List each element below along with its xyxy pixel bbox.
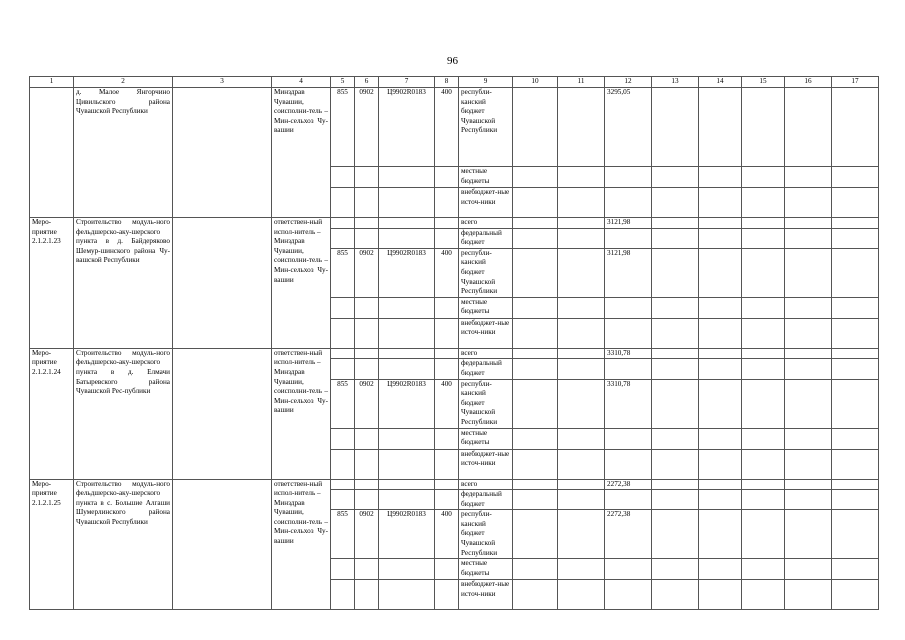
empty-cell — [355, 167, 379, 188]
empty-cell — [699, 449, 742, 479]
empty-cell — [331, 449, 355, 479]
empty-cell — [558, 510, 605, 559]
empty-cell — [379, 167, 435, 188]
empty-cell — [785, 359, 832, 379]
executor-ministry: Минздрав Чувашии, соисполни-тель – Мин-сельхоз Чу-вашии — [274, 498, 328, 546]
empty-cell — [605, 449, 652, 479]
amount-cell: 2272,38 — [605, 479, 652, 490]
empty-cell — [558, 188, 605, 218]
empty-cell — [742, 228, 785, 248]
funding-source: федеральный бюджет — [459, 359, 513, 379]
col-header: 5 — [331, 77, 355, 88]
empty-cell — [652, 379, 699, 428]
event-id — [30, 88, 74, 218]
empty-cell — [435, 297, 459, 318]
empty-cell — [699, 188, 742, 218]
empty-cell — [652, 479, 699, 490]
empty-cell — [785, 428, 832, 449]
empty-cell — [355, 428, 379, 449]
empty-cell — [832, 428, 879, 449]
empty-cell — [832, 449, 879, 479]
empty-cell — [379, 318, 435, 348]
funding-source: республи-канский бюджет Чувашской Республики — [459, 379, 513, 428]
empty-cell — [699, 218, 742, 229]
empty-cell — [173, 479, 272, 610]
empty-cell — [513, 428, 558, 449]
empty-cell — [558, 559, 605, 580]
empty-cell — [435, 359, 459, 379]
empty-cell — [435, 348, 459, 359]
empty-cell — [699, 228, 742, 248]
empty-cell — [742, 248, 785, 297]
empty-cell — [832, 580, 879, 610]
empty-cell — [832, 167, 879, 188]
empty-cell — [513, 228, 558, 248]
funding-source: федеральный бюджет — [459, 490, 513, 510]
code-vr: 400 — [435, 379, 459, 428]
empty-cell — [652, 188, 699, 218]
empty-cell — [379, 449, 435, 479]
funding-source: местные бюджеты — [459, 297, 513, 318]
empty-cell — [742, 359, 785, 379]
code-vr: 400 — [435, 88, 459, 167]
empty-cell — [558, 359, 605, 379]
empty-cell — [652, 449, 699, 479]
empty-cell — [785, 490, 832, 510]
empty-cell — [513, 218, 558, 229]
empty-cell — [699, 167, 742, 188]
empty-cell — [742, 88, 785, 167]
event-name: д. Малое Янгорчино Цивильского района Чувашской Республики — [74, 88, 173, 218]
empty-cell — [785, 318, 832, 348]
empty-cell — [331, 228, 355, 248]
empty-cell — [785, 228, 832, 248]
empty-cell — [652, 348, 699, 359]
empty-cell — [558, 218, 605, 229]
empty-cell — [331, 490, 355, 510]
page-number: 96 — [447, 55, 458, 67]
empty-cell — [832, 379, 879, 428]
empty-cell — [435, 559, 459, 580]
code-csr: Ц9902R0183 — [379, 88, 435, 167]
empty-cell — [173, 348, 272, 479]
empty-cell — [652, 88, 699, 167]
empty-cell — [513, 510, 558, 559]
empty-cell — [558, 228, 605, 248]
empty-cell — [652, 318, 699, 348]
code-grbs: 855 — [331, 248, 355, 297]
funding-source: внебюджет-ные источ-ники — [459, 188, 513, 218]
code-rzpr: 0902 — [355, 510, 379, 559]
col-header: 16 — [785, 77, 832, 88]
empty-cell — [379, 228, 435, 248]
amount-cell: 3121,98 — [605, 248, 652, 297]
code-grbs: 855 — [331, 379, 355, 428]
empty-cell — [435, 318, 459, 348]
empty-cell — [331, 297, 355, 318]
empty-cell — [605, 580, 652, 610]
empty-cell — [379, 188, 435, 218]
empty-cell — [513, 297, 558, 318]
empty-cell — [742, 479, 785, 490]
empty-cell — [742, 297, 785, 318]
funding-source: местные бюджеты — [459, 428, 513, 449]
empty-cell — [832, 188, 879, 218]
code-csr: Ц9902R0183 — [379, 510, 435, 559]
table-row — [30, 479, 879, 490]
executor-ministry: Минздрав Чувашии, соисполни-тель – Мин-сельхоз Чу-вашии — [272, 88, 331, 218]
code-grbs: 855 — [331, 88, 355, 167]
empty-cell — [379, 490, 435, 510]
empty-cell — [832, 318, 879, 348]
event-id: Меро-приятие 2.1.2.1.25 — [30, 479, 74, 610]
empty-cell — [331, 428, 355, 449]
empty-cell — [513, 490, 558, 510]
funding-source: внебюджет-ные источ-ники — [459, 449, 513, 479]
col-header: 15 — [742, 77, 785, 88]
empty-cell — [832, 248, 879, 297]
executor-cell — [272, 218, 331, 349]
empty-cell — [652, 218, 699, 229]
col-header: 17 — [832, 77, 879, 88]
empty-cell — [605, 559, 652, 580]
empty-cell — [742, 348, 785, 359]
empty-cell — [331, 318, 355, 348]
col-header: 10 — [513, 77, 558, 88]
empty-cell — [173, 88, 272, 218]
empty-cell — [513, 167, 558, 188]
empty-cell — [331, 359, 355, 379]
empty-cell — [699, 359, 742, 379]
empty-cell — [699, 318, 742, 348]
empty-cell — [558, 449, 605, 479]
empty-cell — [331, 580, 355, 610]
empty-cell — [652, 228, 699, 248]
empty-cell — [832, 88, 879, 167]
empty-cell — [605, 428, 652, 449]
empty-cell — [379, 479, 435, 490]
empty-cell — [605, 188, 652, 218]
empty-cell — [513, 379, 558, 428]
empty-cell — [652, 580, 699, 610]
empty-cell — [785, 559, 832, 580]
empty-cell — [742, 510, 785, 559]
empty-cell — [605, 167, 652, 188]
empty-cell — [331, 348, 355, 359]
empty-cell — [832, 559, 879, 580]
table-row — [30, 348, 879, 359]
empty-cell — [742, 318, 785, 348]
empty-cell — [355, 318, 379, 348]
col-header: 9 — [459, 77, 513, 88]
empty-cell — [355, 218, 379, 229]
executor-ministry: Минздрав Чувашии, соисполни-тель – Мин-сельхоз Чу-вашии — [274, 367, 328, 415]
empty-cell — [558, 428, 605, 449]
empty-cell — [699, 510, 742, 559]
executor-responsible: ответствен-ный испол-нитель – — [274, 348, 323, 367]
empty-cell — [355, 490, 379, 510]
empty-cell — [513, 580, 558, 610]
empty-cell — [513, 449, 558, 479]
empty-cell — [435, 479, 459, 490]
code-grbs: 855 — [331, 510, 355, 559]
empty-cell — [785, 248, 832, 297]
empty-cell — [355, 188, 379, 218]
funding-source: всего — [459, 348, 513, 359]
code-vr: 400 — [435, 248, 459, 297]
empty-cell — [652, 428, 699, 449]
funding-source: местные бюджеты — [459, 559, 513, 580]
header-row — [30, 77, 879, 88]
empty-cell — [785, 379, 832, 428]
empty-cell — [652, 490, 699, 510]
empty-cell — [832, 510, 879, 559]
amount-cell: 3310,78 — [605, 379, 652, 428]
empty-cell — [435, 449, 459, 479]
empty-cell — [558, 580, 605, 610]
empty-cell — [435, 167, 459, 188]
empty-cell — [742, 449, 785, 479]
col-header: 11 — [558, 77, 605, 88]
empty-cell — [513, 559, 558, 580]
amount-cell: 3295,05 — [605, 88, 652, 167]
empty-cell — [785, 348, 832, 359]
empty-cell — [558, 379, 605, 428]
empty-cell — [652, 559, 699, 580]
empty-cell — [785, 510, 832, 559]
empty-cell — [355, 359, 379, 379]
col-header: 8 — [435, 77, 459, 88]
empty-cell — [832, 297, 879, 318]
code-rzpr: 0902 — [355, 248, 379, 297]
empty-cell — [558, 490, 605, 510]
event-name: Строительство модуль-ного фельдшерско-аку-шерского пункта в с. Большие Алгаши Шумерлинского района Чувашской Республики — [74, 479, 173, 610]
empty-cell — [699, 490, 742, 510]
funding-source: внебюджет-ные источ-ники — [459, 318, 513, 348]
col-header: 14 — [699, 77, 742, 88]
table-row — [30, 218, 879, 229]
event-name: Строительство модуль-ного фельдшерско-аку-шерского пункта в д. Байдеряково Шемур-шинского района Чу-вашской Республики — [74, 218, 173, 349]
empty-cell — [605, 490, 652, 510]
empty-cell — [652, 510, 699, 559]
empty-cell — [513, 188, 558, 218]
empty-cell — [742, 188, 785, 218]
funding-source: всего — [459, 479, 513, 490]
empty-cell — [558, 88, 605, 167]
empty-cell — [785, 449, 832, 479]
empty-cell — [558, 248, 605, 297]
empty-cell — [558, 318, 605, 348]
col-header: 12 — [605, 77, 652, 88]
funding-source: всего — [459, 218, 513, 229]
col-header: 13 — [652, 77, 699, 88]
empty-cell — [435, 228, 459, 248]
col-header: 7 — [379, 77, 435, 88]
empty-cell — [558, 479, 605, 490]
event-id: Меро-приятие 2.1.2.1.24 — [30, 348, 74, 479]
table-row — [30, 88, 879, 167]
empty-cell — [605, 228, 652, 248]
empty-cell — [832, 479, 879, 490]
budget-table — [29, 76, 879, 610]
empty-cell — [558, 167, 605, 188]
code-csr: Ц9902R0183 — [379, 248, 435, 297]
empty-cell — [785, 218, 832, 229]
empty-cell — [513, 359, 558, 379]
empty-cell — [832, 348, 879, 359]
event-id: Меро-приятие 2.1.2.1.23 — [30, 218, 74, 349]
empty-cell — [699, 559, 742, 580]
funding-source: республи-канский бюджет Чувашской Республики — [459, 88, 513, 167]
funding-source: внебюджет-ные источ-ники — [459, 580, 513, 610]
empty-cell — [699, 248, 742, 297]
amount-cell: 3121,98 — [605, 218, 652, 229]
code-rzpr: 0902 — [355, 379, 379, 428]
empty-cell — [699, 379, 742, 428]
empty-cell — [379, 218, 435, 229]
empty-cell — [742, 428, 785, 449]
empty-cell — [355, 559, 379, 580]
empty-cell — [742, 580, 785, 610]
executor-cell — [272, 479, 331, 610]
empty-cell — [832, 218, 879, 229]
empty-cell — [699, 348, 742, 359]
empty-cell — [331, 167, 355, 188]
code-rzpr: 0902 — [355, 88, 379, 167]
empty-cell — [355, 449, 379, 479]
funding-source: республи-канский бюджет Чувашской Республики — [459, 510, 513, 559]
empty-cell — [355, 297, 379, 318]
empty-cell — [355, 228, 379, 248]
empty-cell — [652, 297, 699, 318]
empty-cell — [513, 348, 558, 359]
executor-responsible: ответствен-ный испол-нитель – — [274, 479, 323, 498]
funding-source: федеральный бюджет — [459, 228, 513, 248]
empty-cell — [699, 428, 742, 449]
empty-cell — [355, 348, 379, 359]
executor-ministry: Минздрав Чувашии, соисполни-тель – Мин-сельхоз Чу-вашии — [274, 237, 328, 284]
empty-cell — [785, 297, 832, 318]
empty-cell — [355, 580, 379, 610]
empty-cell — [331, 218, 355, 229]
empty-cell — [785, 88, 832, 167]
empty-cell — [785, 479, 832, 490]
empty-cell — [558, 297, 605, 318]
empty-cell — [435, 580, 459, 610]
empty-cell — [435, 428, 459, 449]
empty-cell — [513, 479, 558, 490]
code-vr: 400 — [435, 510, 459, 559]
empty-cell — [832, 359, 879, 379]
funding-source: республи-канский бюджет Чувашской Республики — [459, 248, 513, 297]
empty-cell — [652, 167, 699, 188]
col-header: 3 — [173, 77, 272, 88]
empty-cell — [742, 167, 785, 188]
empty-cell — [699, 580, 742, 610]
empty-cell — [331, 188, 355, 218]
col-header: 6 — [355, 77, 379, 88]
empty-cell — [742, 218, 785, 229]
empty-cell — [331, 559, 355, 580]
empty-cell — [785, 580, 832, 610]
empty-cell — [379, 359, 435, 379]
empty-cell — [652, 359, 699, 379]
empty-cell — [331, 479, 355, 490]
empty-cell — [379, 580, 435, 610]
empty-cell — [513, 318, 558, 348]
code-csr: Ц9902R0183 — [379, 379, 435, 428]
empty-cell — [652, 248, 699, 297]
executor-cell — [272, 348, 331, 479]
col-header: 2 — [74, 77, 173, 88]
empty-cell — [435, 218, 459, 229]
amount-cell: 2272,38 — [605, 510, 652, 559]
empty-cell — [605, 359, 652, 379]
empty-cell — [742, 379, 785, 428]
empty-cell — [173, 218, 272, 349]
empty-cell — [355, 479, 379, 490]
empty-cell — [379, 559, 435, 580]
empty-cell — [379, 297, 435, 318]
empty-cell — [785, 167, 832, 188]
amount-cell: 3310,78 — [605, 348, 652, 359]
executor-responsible: ответствен-ный испол-нитель – — [274, 218, 323, 236]
empty-cell — [513, 248, 558, 297]
empty-cell — [513, 88, 558, 167]
empty-cell — [605, 297, 652, 318]
empty-cell — [832, 490, 879, 510]
empty-cell — [558, 348, 605, 359]
col-header: 4 — [272, 77, 331, 88]
empty-cell — [379, 428, 435, 449]
col-header: 1 — [30, 77, 74, 88]
empty-cell — [742, 490, 785, 510]
empty-cell — [699, 297, 742, 318]
empty-cell — [742, 559, 785, 580]
empty-cell — [785, 188, 832, 218]
event-name: Строительство модуль-ного фельдшерско-аку-шерского пункта в д. Елмачи Батыревского района Чувашской Рес-публики — [74, 348, 173, 479]
empty-cell — [435, 188, 459, 218]
empty-cell — [699, 88, 742, 167]
empty-cell — [699, 479, 742, 490]
empty-cell — [832, 228, 879, 248]
empty-cell — [435, 490, 459, 510]
empty-cell — [379, 348, 435, 359]
funding-source: местные бюджеты — [459, 167, 513, 188]
empty-cell — [605, 318, 652, 348]
